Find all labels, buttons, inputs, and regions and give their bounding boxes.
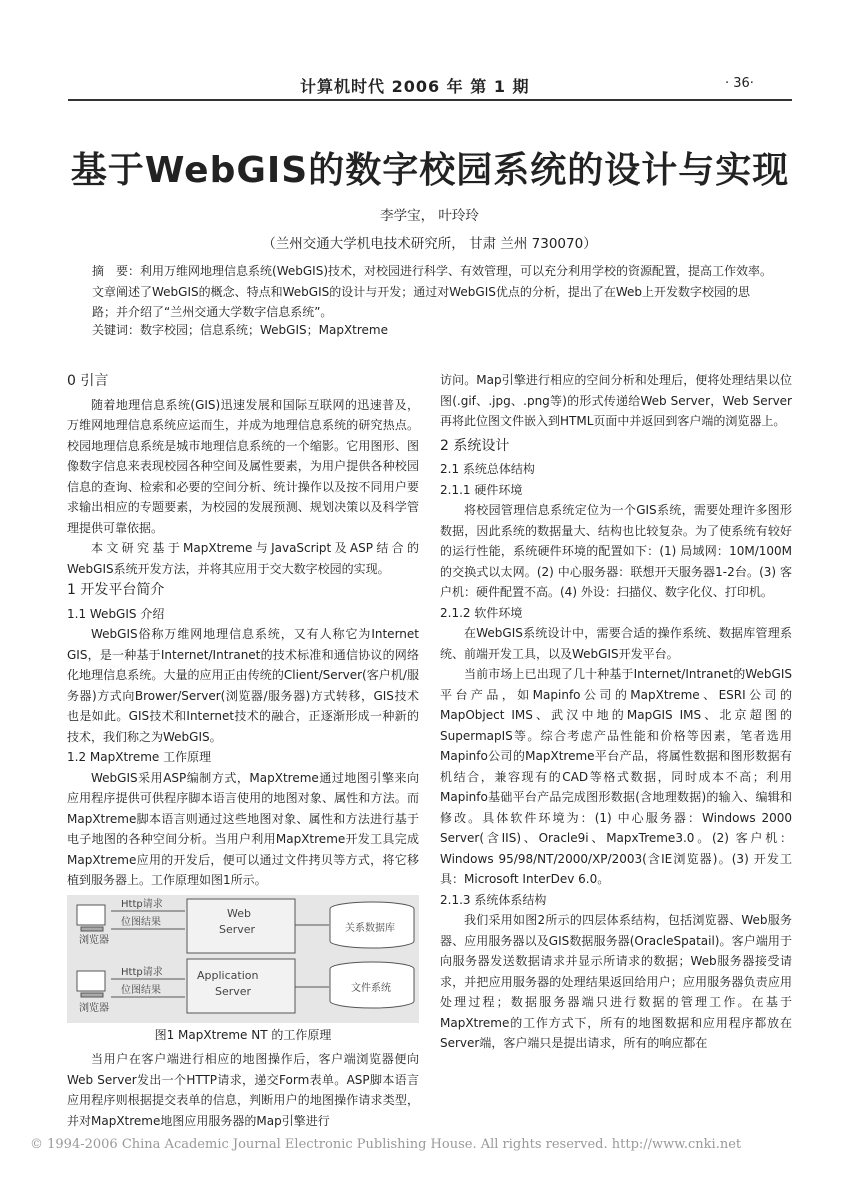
subsection-heading-mapxtreme: 1.2 MapXtreme 工作原理 [67,750,212,764]
web-server-label: Web [227,906,251,920]
keywords [92,321,772,338]
database-label-2: 文件系统 [351,982,391,994]
section-heading-design: 2 系统设计 [440,437,510,454]
paragraph: 随着地理信息系统(GIS)迅速发展和国际互联网的迅速普及，万维网地理信息系统应运而生，并成为地理信息系统的研究热点。校园地理信息系统是城市地理信息系统的一个缩影。它用图形、图像数字信息来表现校园各种空间及属性要素，为用户提供各种校园信息的查询、检索和必要的空间分析、统计操作以及按不同用户要求输出相应的专题要素，为校园的发展预测、规划决策以及科学管理提供可靠依据。 [67,397,419,535]
subsubsection-heading-hardware: 2.1.1 硬件环境 [440,482,523,497]
section-heading-platform: 1 开发平台简介 [67,582,165,598]
paragraph: 当用户在客户端进行相应的地图操作后，客户端浏览器便向Web Server发出一个HTTP请求，递交Form表单。ASP脚本语言应用程序则根据提交表单的信息，判断用户的地图操作请求类型，并对MapXtreme地图应用服务器的Map引擎进行 [67,1052,419,1128]
left-column [67,370,419,1131]
paper-affiliation: （兰州交通大学机电技术研究所， 甘肃 兰州 730070） [262,236,597,252]
subsection-heading-webgis: 1.1 WebGIS 介绍 [67,606,165,621]
keywords-text: 数字校园；信息系统；WebGIS；MapXtreme [140,323,389,337]
abstract [92,261,772,323]
subsubsection-heading-system-structure: 2.1.3 系统体系结构 [440,892,547,907]
section-heading-intro: 0 引言 [67,373,109,389]
page-number: · 36· [725,76,754,91]
paper-authors: 李学宝， 叶玲玲 [380,208,479,224]
right-column [440,370,792,1054]
browser-icon [77,905,105,931]
paragraph: 将校园管理信息系统定位为一个GIS系统，需要处理许多图形数据，因此系统的数据量大、结构也比较复杂。为了使系统有较好的运行性能，系统硬件环境的配置如下：(1) 局域网：10M/100M 的交换式以太网。(2) 中心服务器：联想开天服务器1-2台。(3) 客户机：硬件配置不高。(4) 外设：扫描仪、数字化仪、打印机。 [440,503,792,599]
request-label-1: Http请求 [121,898,163,910]
browser-label-1: 浏览器 [79,934,109,946]
abstract-text: 利用万维网地理信息系统(WebGIS)技术，对校园进行科学、有效管理，可以充分利用学校的资源配置，提高工作效率。文章阐述了WebGIS的概念、特点和WebGIS的设计与开发；通过对WebGIS优点的分析，提出了在Web上开发数字校园的思路；并介绍了“兰州交通大学数字信息系统”。 [92,264,773,319]
browser-label-2: 浏览器 [79,1002,109,1014]
header-divider [68,99,792,101]
paragraph: 访问。Map引擎进行相应的空间分析和处理后，便将处理结果以位图(.gif、.jpg、.png等)的形式传递给Web Server，Web Server再将此位图文件嵌入到HTML页面中并返回到客户端的浏览器上。 [440,373,792,428]
keywords-label: 关键词： [92,323,141,337]
paragraph: 我们采用如图2所示的四层体系结构，包括浏览器、Web服务器、应用服务器以及GIS数据服务器(OracleSpatail)。客户端用于向服务器发送数据请求并显示所请求的数据；Web服务器接受请求，并把应用服务器的处理结果返回给用户；应用服务器负责应用处理过程；数据服务器端只进行数据的管理工作。在基于MapXtreme的工作方式下，所有的地图数据和应用程序都放在Server端，客户端只是提出请求，所有的响应都在 [440,913,792,1050]
app-server-label: Server [215,984,252,998]
paragraph: WebGIS俗称万维网地理信息系统，又有人称它为Internet GIS，是一种基于Internet/Intranet的技术标准和通信协议的网络化地理信息系统。大量的应用正由传统的Client/Server(客户机/服务器)方式向Brower/Server(浏览器/服务器)方式转移，GIS技术也是如此。GIS技术和Internet技术的融合，正逐渐形成一种新的技术，我们称之为WebGIS。 [67,627,419,744]
paragraph: 本文研究基于MapXtreme与JavaScript及ASP结合的WebGIS系统开发方法，并将其应用于交大数字校园的实现。 [67,541,419,576]
result-label-1: 位图结果 [121,916,161,928]
result-label-2: 位图结果 [121,984,161,996]
subsection-heading-architecture: 2.1 系统总体结构 [440,462,535,476]
paragraph: 当前市场上已出现了几十种基于Internet/Intranet的WebGIS平台产品，如Mapinfo公司的MapXtreme、ESRI公司的MapObject IMS、武汉中地的MapGIS IMS、北京超图的SupermapIS等。综合考虑产品性能和价格等因素，笔者选用Mapinfo公司的MapXtreme平台产品，将属性数据和图形数据有机结合，兼容现有的CAD等格式数据，同时成本不高；利用Mapinfo基础平台产品完成图形数据(含地理数据)的输入、编辑和修改。具体软件环境为：(1) 中心服务器：Windows 2000 Server(含IIS)、Oracle9i、MapxTreme3.0。(2) 客户机：Windows 95/98/NT/2000/XP/2003(含IE浏览器)。(3) 开发工具：Microsoft InterDev 6.0。 [440,667,792,886]
app-server-label: Application [197,968,259,982]
subsubsection-heading-software: 2.1.2 软件环境 [440,605,523,620]
figure-caption: 图1 MapXtreme NT 的工作原理 [154,1027,332,1042]
copyright-footer: © 1994-2006 China Academic Journal Electronic Publishing House. All rights reserved. http://www.cnki.net [30,1137,742,1152]
architecture-diagram [67,895,419,1023]
paragraph: 在WebGIS系统设计中，需要合适的操作系统、数据库管理系统、前端开发工具，以及WebGIS开发平台。 [440,626,792,661]
web-server-label: Server [219,922,256,936]
browser-icon [77,971,105,997]
request-label-2: Http请求 [121,966,163,978]
paragraph: WebGIS采用ASP编制方式，MapXtreme通过地图引擎来向应用程序提供可供程序脚本语言使用的地图对象、属性和方法。而MapXtreme脚本语言则通过这些地图对象、属性和方法进行基于电子地图的各种空间分析。当用户利用MapXtreme开发工具完成MapXtreme应用的开发后，便可以通过文件拷贝等方式，将它移植到服务器上。工作原理如图1所示。 [67,770,419,887]
paper-title: 基于WebGIS的数字校园系统的设计与实现 [70,150,790,191]
abstract-label: 摘 要： [92,264,141,278]
journal-header: 计算机时代 2006 年 第 1 期 [300,77,530,96]
figure-1 [67,895,419,1023]
database-label-1: 关系数据库 [345,922,395,934]
